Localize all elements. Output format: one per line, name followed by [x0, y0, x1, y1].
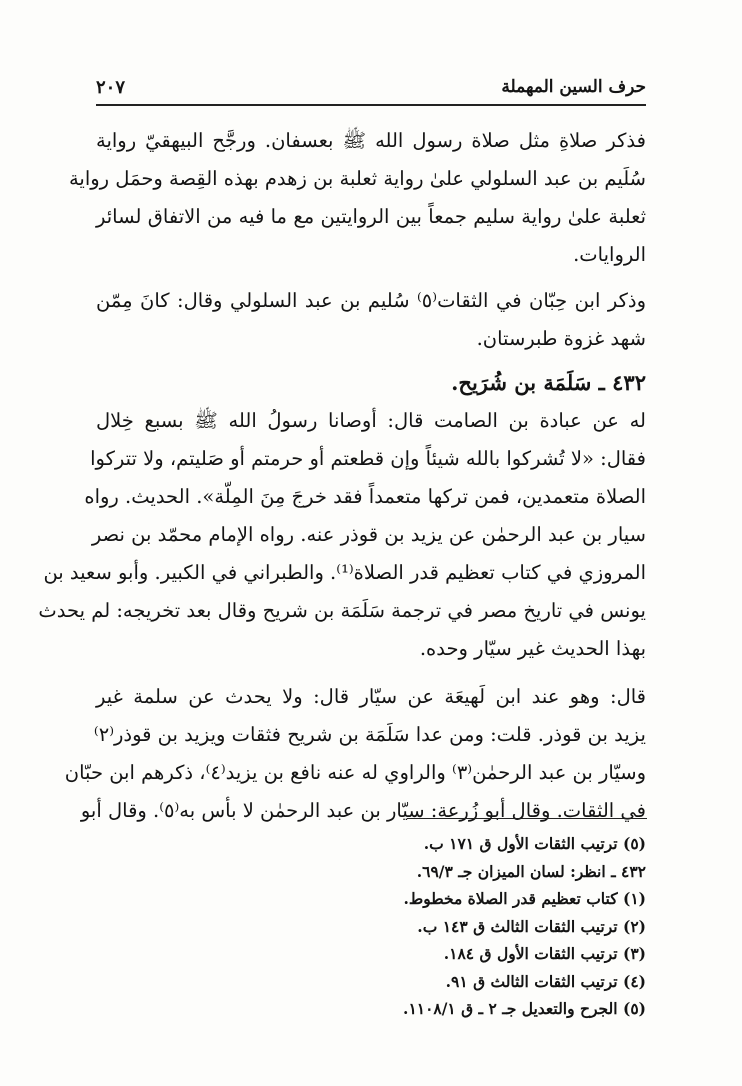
footnote-rule	[407, 818, 647, 819]
body-line: شهد غزوة طبرستان.	[476, 327, 646, 350]
footnote: (٥) الجرح والتعديل جـ ٢ ـ ق ١١٠٨/١.	[403, 999, 646, 1018]
body-line: له عن عبادة بن الصامت قال: أوصانا رسولُ الله ﷺ بسبع خِلال	[96, 409, 646, 432]
body-line: سيار بن عبد الرحمٰن عن يزيد بن قوذر عنه. رواه الإمام محمّد بن نصر	[91, 523, 646, 546]
body-line: قال: وهو عند ابن لَهيعَة عن سيّار قال: ولا يحدث عن سلمة غير	[96, 685, 646, 708]
page-header	[96, 72, 646, 102]
body-line: سُلَيم بن عبد السلولي علىٰ رواية ثعلبة بن زهدم بهذه القِصة وحمَل رواية	[68, 167, 646, 190]
body-line: ثعلبة علىٰ رواية سليم جمعاً بين الروايتين مع ما فيه من الاتفاق لسائر	[96, 205, 646, 228]
body-line: وذكر ابن حِبّان في الثقات⁽٥⁾ سُليم بن عبد السلولي وقال: كانَ مِمّن	[96, 289, 646, 312]
footnote: (٣) ترتيب الثقات الأول ق ١٨٤.	[443, 944, 646, 963]
footnote: (٤) ترتيب الثقات الثالث ق ٩١.	[445, 971, 646, 991]
footnotes	[96, 830, 646, 1023]
body-line: الروايات.	[573, 243, 646, 266]
body-line: المروزي في كتاب تعظيم قدر الصلاة⁽¹⁾. والطبراني في الكبير. وأبو سعيد بن	[43, 561, 646, 584]
body-line: بهذا الحديث غير سيّار وحده.	[419, 637, 646, 660]
body-line: يونس في تاريخ مصر في ترجمة سَلَمَة بن شريح وقال بعد تخريجه: لم يحدث	[38, 599, 646, 622]
page-number: ٢٠٧	[96, 76, 126, 98]
footnote: (٥) ترتيب الثقات الأول ق ١٧١ ب.	[423, 834, 646, 853]
page-body	[38, 122, 646, 830]
header-rule	[96, 104, 646, 106]
body-line: وسيّار بن عبد الرحمٰن⁽٣⁾ والراوي له عنه نافع بن يزيد⁽٤⁾، ذكرهم ابن حبّان	[64, 761, 646, 784]
body-line: فذكر صلاةِ مثل صلاة رسول الله ﷺ بعسفان. ورجَّح البيهقيّ رواية	[96, 129, 646, 152]
body-line: فقال: «لا تُشركوا بالله شيئاً وإن قطعتم أو حرمتم أو صَليتم، ولا تتركوا	[90, 447, 646, 470]
footnote: (٢) ترتيب الثقات الثالث ق ١٤٣ ب.	[417, 916, 646, 936]
footnote: ٤٣٢ ـ انظر: لسان الميزان جـ ٦٩/٣.	[416, 861, 646, 881]
footnote: (١) كتاب تعظيم قدر الصلاة مخطوط.	[403, 889, 646, 908]
entry-heading: ٤٣٢ ـ سَلَمَة بن شُرَيح.	[451, 370, 646, 395]
body-line: في الثقات. وقال أبو زُرعة: سيّار بن عبد الرحمٰن لا بأس به⁽٥⁾. وقال أبو	[80, 799, 646, 822]
body-line: يزيد بن قوذر. قلت: ومن عدا سَلَمَة بن شريح فثقات ويزيد بن قوذر⁽٢⁾	[93, 723, 646, 746]
running-title: حرف السين المهملة	[501, 77, 646, 97]
body-line: الصلاة متعمدين، فمن تركها متعمداً فقد خرجَ مِنَ المِلّة». الحديث. رواه	[84, 485, 646, 508]
